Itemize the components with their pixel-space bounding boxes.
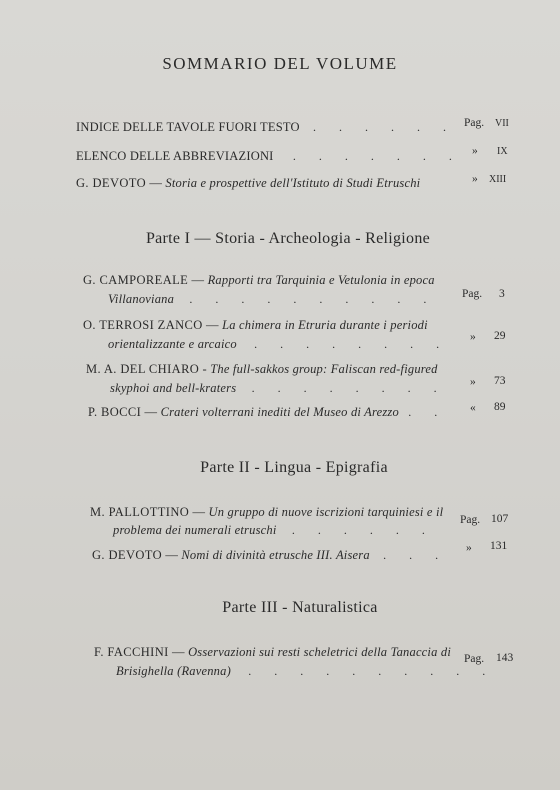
section-heading-parte-1: Parte I — Storia - Archeologia - Religione — [145, 230, 431, 247]
toc-author: P. BOCCI — [88, 405, 142, 419]
toc-separator: — — [141, 405, 161, 419]
page-ref-label: Pag. — [462, 288, 483, 300]
page-number: 107 — [491, 513, 509, 525]
toc-entry-devoto-storia[interactable] — [76, 176, 420, 191]
toc-work-title-cont: skyphoi and bell-kraters — [110, 381, 237, 395]
toc-separator: — — [168, 645, 189, 659]
page-number: IX — [497, 146, 508, 157]
page-ref-label: » — [472, 145, 478, 157]
page-number: 3 — [499, 288, 505, 300]
page-number: VII — [495, 118, 509, 129]
toc-work-title: Osservazioni sui resti scheletrici della Tanaccia di — [188, 645, 452, 659]
page-number: 29 — [494, 330, 506, 342]
toc-author: F. FACCHINI — [94, 645, 169, 659]
toc-entry-terrosi-zanco[interactable] — [83, 318, 428, 333]
page-number: 131 — [490, 540, 508, 552]
section-heading-parte-2: Parte II - Lingua - Epigrafia — [200, 459, 388, 476]
toc-entry-camporeale-cont — [108, 292, 436, 307]
leader-dots: . . . . . . . . — [254, 337, 450, 351]
leader-dots: . . . . . . . . . . — [189, 292, 437, 306]
leader-dots: . . . . . . — [291, 523, 435, 537]
toc-entry-bocci[interactable] — [88, 405, 447, 420]
toc-entry-devoto-nomi[interactable] — [92, 548, 448, 563]
toc-work-title: The full-sakkos group: Faliscan red-figured — [210, 362, 438, 376]
toc-separator: — — [189, 505, 209, 519]
toc-author: G. DEVOTO — [92, 548, 163, 562]
toc-entry-text: INDICE DELLE TAVOLE FUORI TESTO — [76, 120, 300, 134]
leader-dots: . . . . . . . . . . — [248, 664, 496, 678]
toc-work-title: La chimera in Etruria durante i periodi — [222, 318, 428, 332]
leader-dots: . . . . . . . . — [251, 381, 447, 395]
toc-entry-terrosi-zanco-cont — [108, 337, 449, 352]
toc-work-title: Storia e prospettive dell'Istituto di Studi Etruschi — [165, 176, 421, 190]
leader-dots: . . . — [383, 548, 449, 562]
toc-entry-pallottino[interactable] — [90, 505, 443, 520]
toc-entry-plates-index[interactable] — [76, 120, 456, 135]
toc-work-title: Rapporti tra Tarquinia e Vetulonia in epoca — [207, 273, 435, 287]
toc-work-title-cont: orientalizzante e arcaico — [108, 337, 237, 351]
toc-work-title-cont: Brisighella (Ravenna) — [116, 664, 231, 678]
toc-author: G. DEVOTO — [76, 176, 147, 190]
toc-entry-del-chiaro-cont — [110, 381, 447, 396]
page-ref-label: » — [472, 173, 478, 185]
toc-separator: — — [202, 318, 223, 332]
toc-work-title: Crateri volterrani inediti del Museo di Arezzo — [160, 405, 399, 419]
toc-author: O. TERROSI ZANCO — [83, 318, 203, 332]
page-ref-label: Pag. — [464, 117, 485, 129]
section-heading-parte-3: Parte III - Naturalistica — [222, 599, 378, 616]
toc-entry-text: ELENCO DELLE ABBREVIAZIONI — [76, 149, 274, 163]
leader-dots: . . . . . . — [313, 120, 457, 134]
toc-entry-camporeale[interactable] — [83, 273, 435, 288]
toc-entry-del-chiaro[interactable] — [86, 362, 438, 377]
page-ref-label: Pag. — [464, 653, 485, 665]
page-number: XIII — [489, 174, 507, 185]
toc-entry-pallottino-cont — [113, 523, 435, 538]
toc-separator: - — [199, 362, 211, 376]
page-ref-label: » — [470, 331, 476, 343]
page-number: 73 — [494, 375, 506, 387]
toc-work-title-cont: Villanoviana — [108, 292, 175, 306]
page-title: SOMMARIO DEL VOLUME — [162, 54, 398, 73]
toc-author: M. PALLOTTINO — [90, 505, 190, 519]
toc-separator: — — [188, 273, 208, 287]
toc-author: M. A. DEL CHIARO — [86, 362, 200, 376]
page-number: 143 — [496, 652, 514, 664]
leader-dots: . . — [408, 405, 448, 419]
toc-entry-abbreviations[interactable] — [76, 149, 462, 164]
toc-entry-facchini-cont — [116, 664, 495, 679]
page-ref-label: Pag. — [460, 514, 481, 526]
page-ref-label: « — [470, 402, 476, 414]
page-ref-label: » — [466, 542, 472, 554]
toc-work-title-cont: problema dei numerali etruschi — [113, 523, 277, 537]
leader-dots: . . . . . . . — [292, 149, 462, 163]
page-number: 89 — [494, 401, 506, 413]
toc-separator: — — [146, 176, 166, 190]
page-ref-label: » — [470, 376, 476, 388]
toc-work-title: Nomi di divinità etrusche III. Aisera — [181, 548, 370, 562]
toc-work-title: Un gruppo di nuove iscrizioni tarquiniesi e il — [208, 505, 444, 519]
toc-separator: — — [162, 548, 182, 562]
toc-author: G. CAMPOREALE — [83, 273, 189, 287]
toc-entry-facchini[interactable] — [94, 645, 451, 660]
